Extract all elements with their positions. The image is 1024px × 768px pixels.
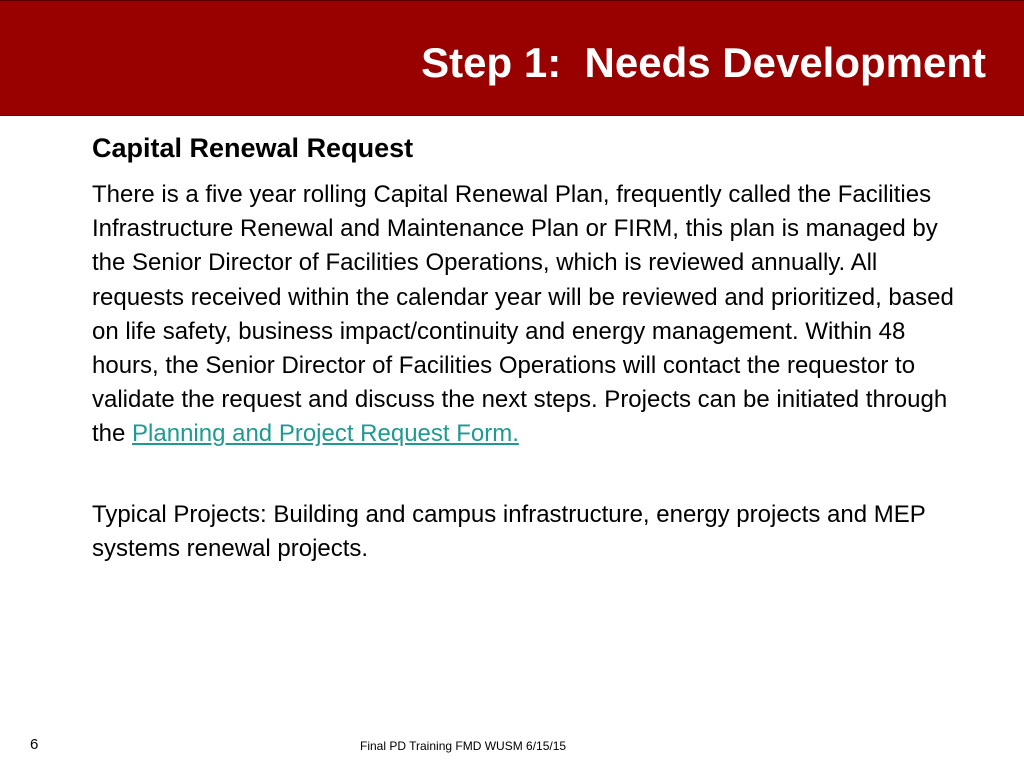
planning-request-form-link[interactable]: Planning and Project Request Form. <box>132 420 519 448</box>
title-bar <box>0 0 1024 116</box>
slide-content <box>92 128 972 566</box>
slide-title: Step 1: Needs Development <box>421 39 986 86</box>
paragraph-text: There is a five year rolling Capital Renewal Plan, frequently called the Facilities Infrastructure Renewal and Maintenance Plan or FIRM, this plan is managed by the Senior Director of Facilities Operations, which is reviewed annually. All requests received within the calendar year will be reviewed and prioritized, based on life safety, business impact/continuity and energy management. Within 48 hours, the Senior Director of Facilities Operations will contact the requestor to validate the request and discuss the next steps. Projects can be initiated through the <box>92 181 954 448</box>
slide-number: 6 <box>30 736 39 753</box>
footer-text: Final PD Training FMD WUSM 6/15/15 <box>360 739 567 753</box>
typical-projects-paragraph: Typical Projects: Building and campus infrastructure, energy projects and MEP systems renewal projects. <box>92 500 926 562</box>
body-paragraph <box>92 178 972 452</box>
section-heading: Capital Renewal Request <box>92 133 414 163</box>
